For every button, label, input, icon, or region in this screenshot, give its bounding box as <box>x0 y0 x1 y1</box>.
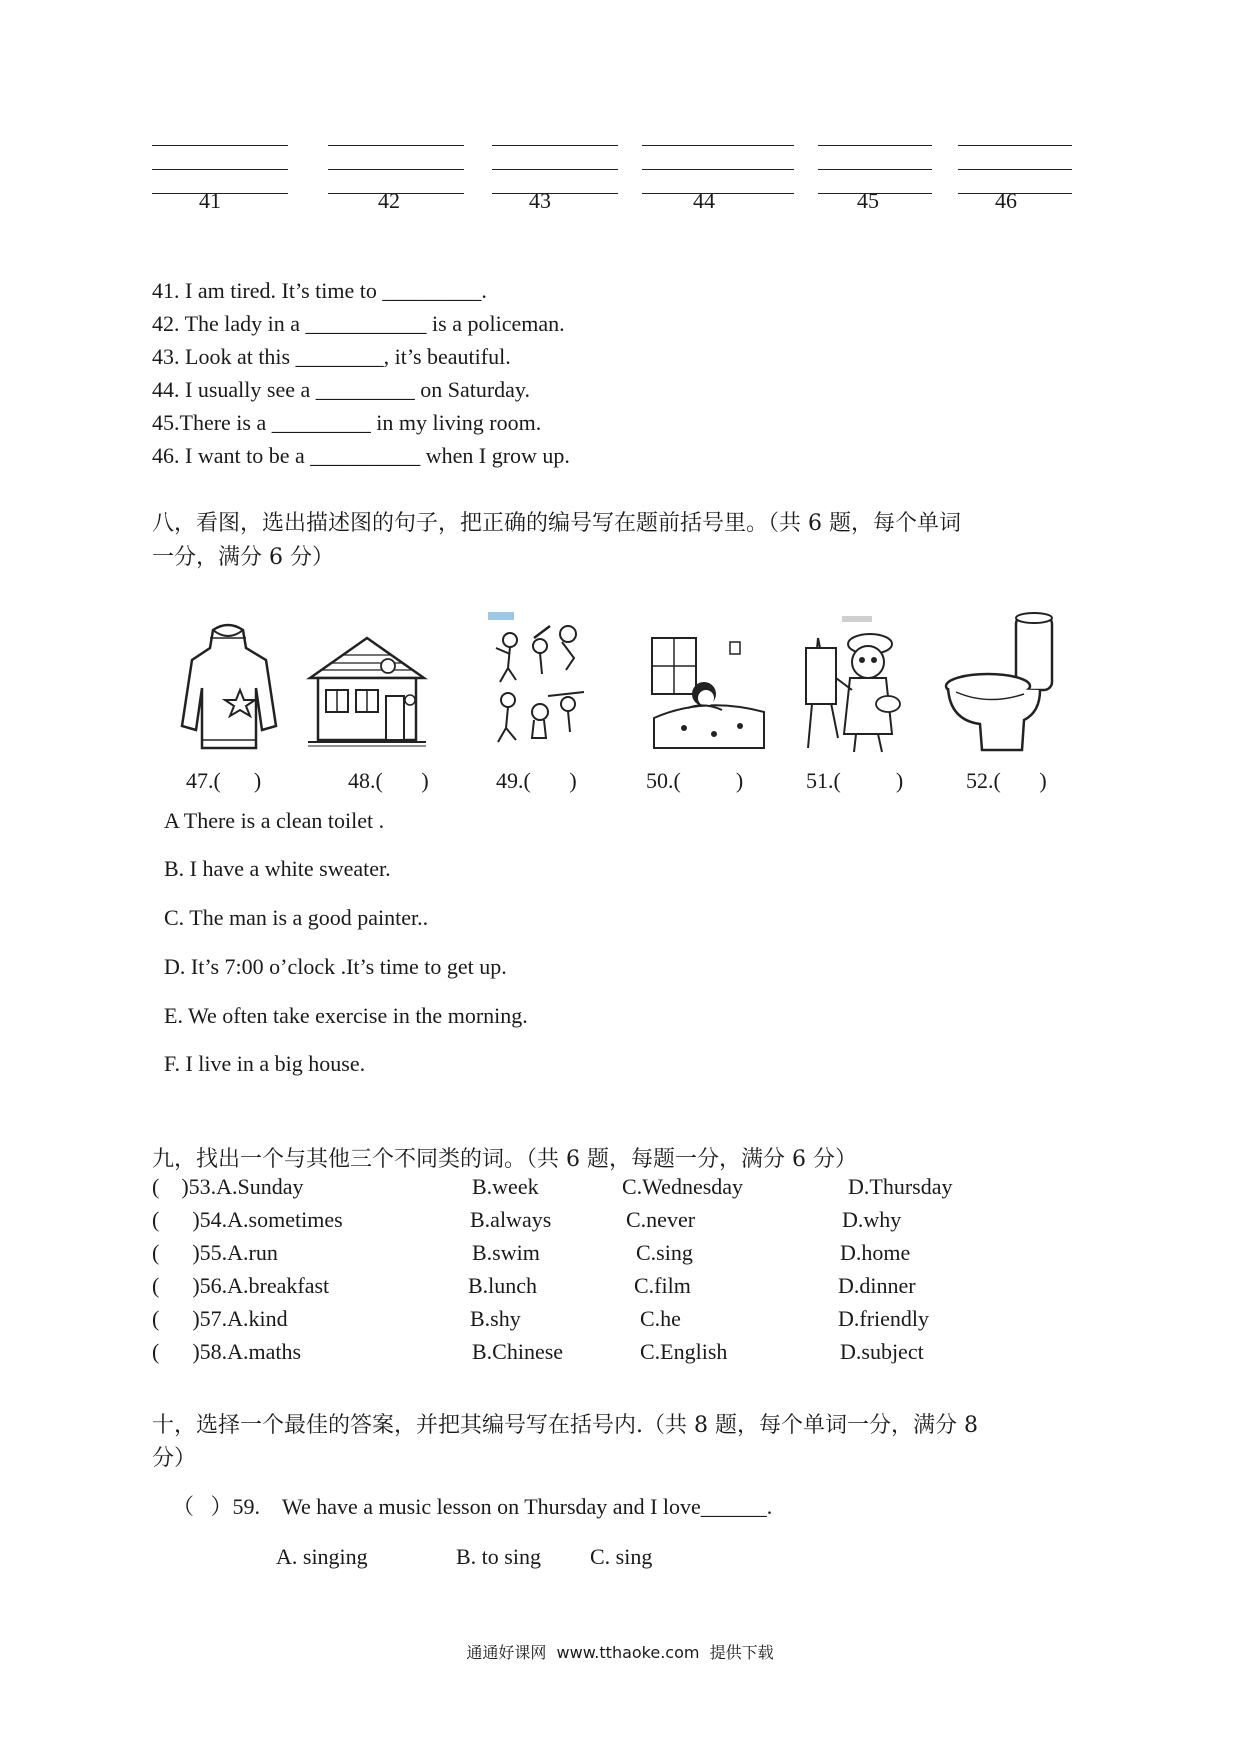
column-number: 44 <box>693 188 715 213</box>
fill-sentence-46: 46. I want to be a __________ when I grow up. <box>152 443 570 468</box>
answer-blank-41[interactable] <box>152 122 288 194</box>
option-58-d: D.subject <box>840 1339 924 1364</box>
option-57-b: B.shy <box>470 1306 521 1331</box>
fill-sentence-44: 44. I usually see a _________ on Saturday. <box>152 377 531 402</box>
toilet-icon <box>940 608 1064 758</box>
option-56-c: C.film <box>634 1273 691 1298</box>
option-58-c: C.English <box>640 1339 728 1364</box>
option-57-d: D.friendly <box>838 1306 930 1331</box>
answer-paren-47[interactable]: 47.( ) <box>186 768 262 793</box>
column-number: 41 <box>199 188 221 213</box>
answer-blank-46[interactable] <box>958 122 1072 194</box>
answer-paren-51[interactable]: 51.( ) <box>806 768 904 793</box>
question-59[interactable]: （ ）59. We have a music lesson on Thursday and I love______. <box>172 1494 773 1519</box>
option-a: A There is a clean toilet . <box>164 808 385 833</box>
fill-sentence-42: 42. The lady in a ___________ is a policeman. <box>152 311 565 336</box>
bedroom-icon <box>644 608 768 758</box>
answer-blank-42[interactable] <box>328 122 464 194</box>
page-footer: 通通好课网 www.tthaoke.com 提供下载 <box>466 1643 774 1662</box>
question-58[interactable]: ( )58.A.maths <box>152 1339 302 1364</box>
fill-sentence-41: 41. I am tired. It’s time to _________. <box>152 278 487 303</box>
option-57-c: C.he <box>640 1306 681 1331</box>
option-d: D. It’s 7:00 o’clock .It’s time to get up. <box>164 954 507 979</box>
answer-blank-43[interactable] <box>492 122 618 194</box>
option-55-c: C.sing <box>636 1240 693 1265</box>
option-53-d: D.Thursday <box>848 1174 953 1199</box>
option-58-b: B.Chinese <box>472 1339 564 1364</box>
question-56[interactable]: ( )56.A.breakfast <box>152 1273 330 1298</box>
column-number: 43 <box>529 188 551 213</box>
painter-icon <box>798 608 910 758</box>
section-10-title-cont: 分） <box>152 1446 197 1471</box>
question-54[interactable]: ( )54.A.sometimes <box>152 1207 343 1232</box>
option-55-b: B.swim <box>472 1240 540 1265</box>
house-icon <box>300 608 434 758</box>
option-c: C. The man is a good painter.. <box>164 905 429 930</box>
answer-paren-50[interactable]: 50.( ) <box>646 768 744 793</box>
exercise-icon <box>478 608 588 758</box>
option-b: B. I have a white sweater. <box>164 856 391 881</box>
section-10-title: 十，选择一个最佳的答案，并把其编号写在括号内.（共 8 题，每个单词一分，满分 8 <box>152 1413 978 1438</box>
option-f: F. I live in a big house. <box>164 1051 366 1076</box>
section-9-title: 九，找出一个与其他三个不同类的词。（共 6 题，每题一分，满分 6 分） <box>152 1147 857 1172</box>
option-56-b: B.lunch <box>468 1273 538 1298</box>
option-55-d: D.home <box>840 1240 911 1265</box>
answer-paren-48[interactable]: 48.( ) <box>348 768 429 793</box>
section-8-title-cont: 一分，满分 6 分） <box>152 545 334 570</box>
answer-blank-45[interactable] <box>818 122 932 194</box>
answer-blank-44[interactable] <box>642 122 794 194</box>
fill-sentence-45: 45.There is a _________ in my living room. <box>152 410 542 435</box>
option-54-d: D.why <box>842 1207 902 1232</box>
column-number: 46 <box>995 188 1017 213</box>
option-54-c: C.never <box>626 1207 696 1232</box>
option-56-d: D.dinner <box>838 1273 916 1298</box>
column-number: 45 <box>857 188 879 213</box>
answer-paren-49[interactable]: 49.( ) <box>496 768 577 793</box>
column-number: 42 <box>378 188 400 213</box>
answer-paren-52[interactable]: 52.( ) <box>966 768 1047 793</box>
question-55[interactable]: ( )55.A.run <box>152 1240 278 1265</box>
sweater-icon <box>168 608 288 758</box>
section-8-title: 八，看图，选出描述图的句子，把正确的编号写在题前括号里。（共 6 题，每个单词 <box>152 511 961 536</box>
option-53-b: B.week <box>472 1174 539 1199</box>
fill-sentence-43: 43. Look at this ________, it’s beautiful. <box>152 344 511 369</box>
question-53[interactable]: ( )53.A.Sunday <box>152 1174 304 1199</box>
option-54-b: B.always <box>470 1207 552 1232</box>
option-59-c: C. sing <box>590 1544 653 1569</box>
option-e: E. We often take exercise in the morning. <box>164 1003 528 1028</box>
option-53-c: C.Wednesday <box>622 1174 744 1199</box>
option-59-a: A. singing <box>276 1544 368 1569</box>
option-59-b: B. to sing <box>456 1544 541 1569</box>
question-57[interactable]: ( )57.A.kind <box>152 1306 288 1331</box>
